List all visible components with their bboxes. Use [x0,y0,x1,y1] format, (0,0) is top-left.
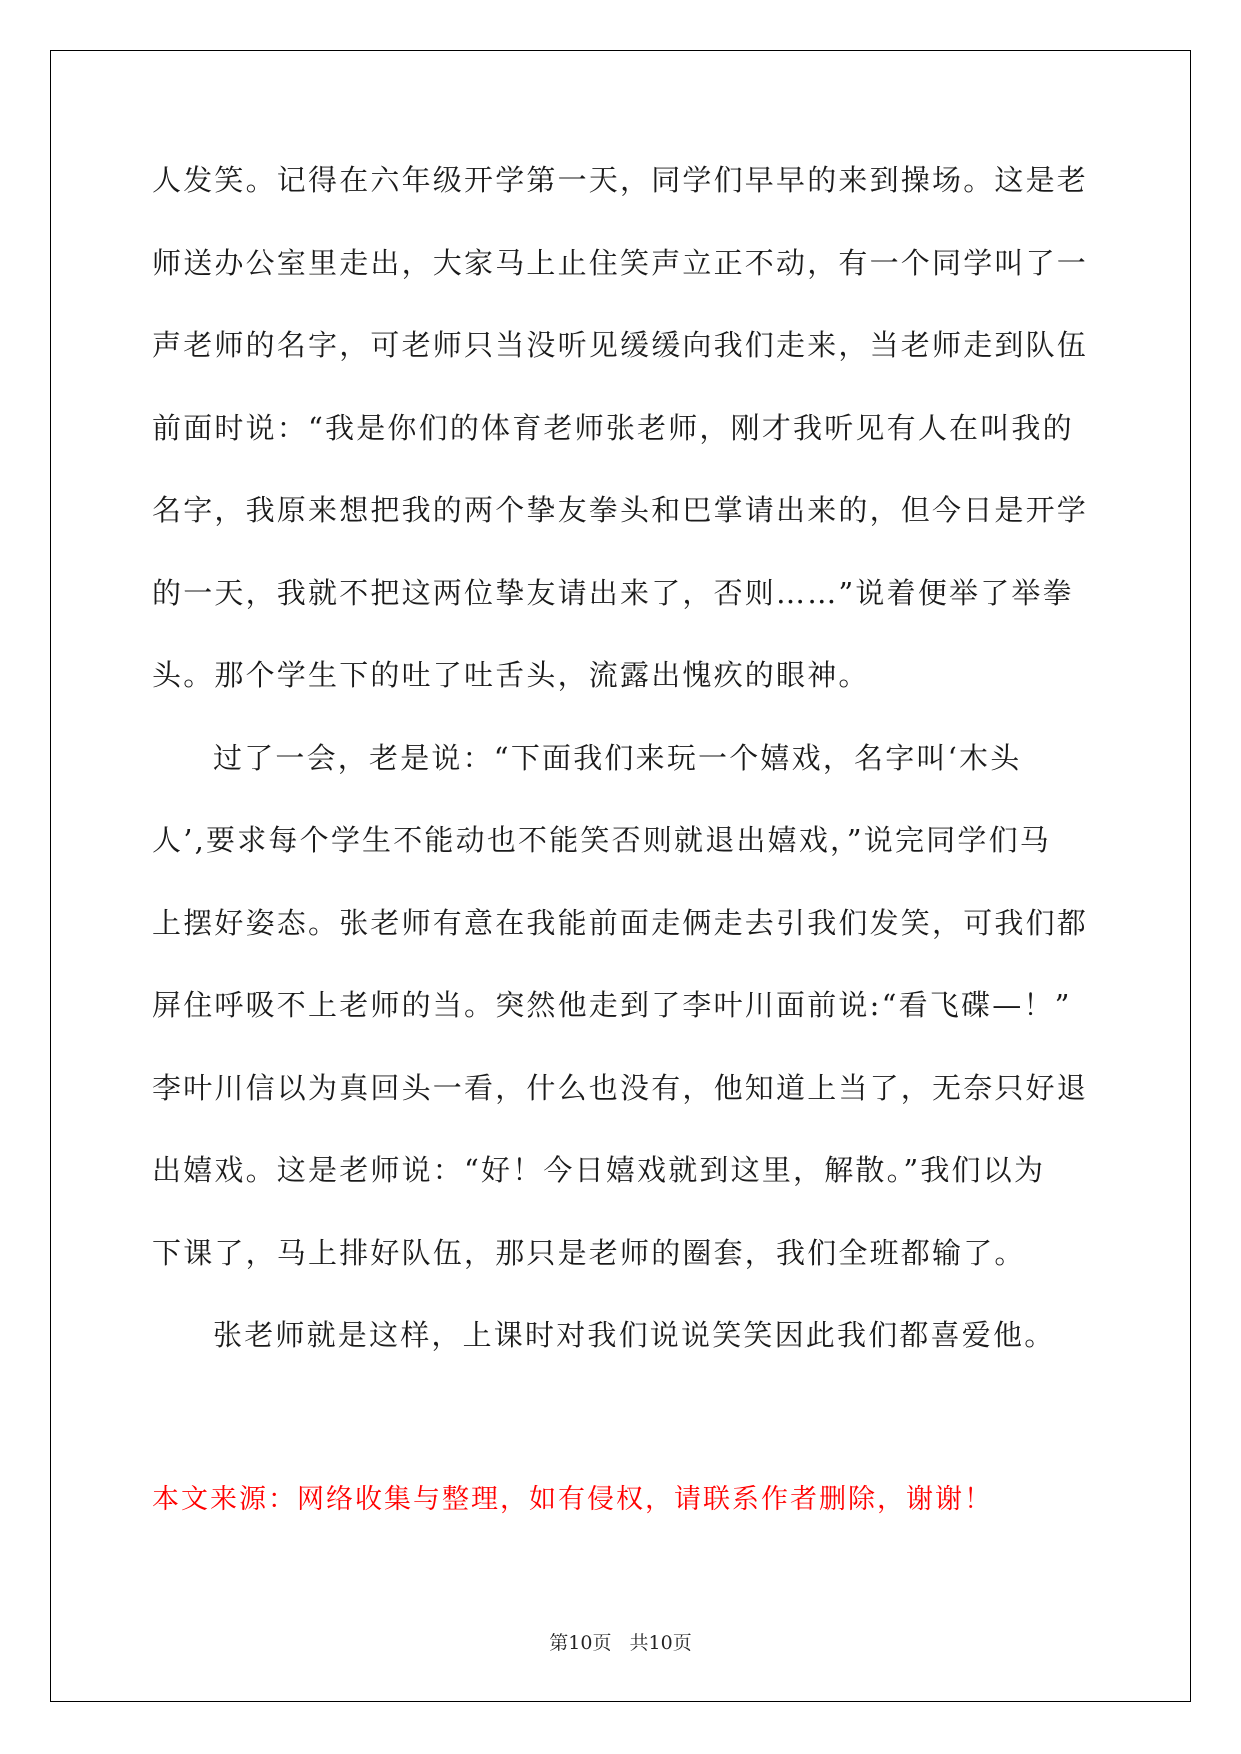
text-line: 下课了，马上排好队伍，那只是老师的圈套，我们全班都输了。 [152,1235,1026,1270]
document-body [152,160,1092,1520]
text-line: 李叶川信以为真回头一看，什么也没有，他知道上当了，无奈只好退 [152,1070,1089,1105]
text-line: 人发笑。记得在六年级开学第一天，同学们早早的来到操场。这是老 [152,163,1089,197]
source-note: 本文来源：网络收集与整理，如有侵权，请联系作者删除，谢谢！ [152,1484,993,1515]
page-number: 第10页 [549,1632,612,1654]
spacer [152,1398,1092,1481]
text-line: 上摆好姿态。张老师有意在我能前面走俩走去引我们发笑，可我们都 [152,905,1089,940]
page-footer [0,1628,1241,1655]
text-line: 头。那个学生下的吐了吐舌头，流露出愧疚的眼神。 [152,658,870,692]
text-line: 的一天，我就不把这两位挚友请出来了，否则……”说着便举了举拳 [152,575,1074,610]
text-line: 声老师的名字，可老师只当没听见缓缓向我们走来，当老师走到队伍 [152,328,1089,362]
text-line: 前面时说：“我是你们的体育老师张老师，刚才我听见有人在叫我的 [152,410,1074,445]
paragraph-start-line: 张老师就是这样，上课时对我们说说笑笑因此我们都喜爱他。 [213,1318,1056,1352]
text-line: 屏住呼吸不上老师的当。突然他走到了李叶川面前说:“看飞碟—！” [152,988,1072,1022]
text-line: 师送办公室里走出，大家马上止住笑声立正不动，有一个同学叫了一 [152,245,1089,280]
page-total: 共10页 [629,1632,692,1654]
text-line: 名字，我原来想把我的两个挚友拳头和巴掌请出来的，但今日是开学 [152,493,1089,527]
text-line: 出嬉戏。这是老师说：“好！今日嬉戏就到这里，解散。”我们以为 [152,1153,1046,1187]
text-line: 人’,要求每个学生不能动也不能笑否则就退出嬉戏，”说完同学们马 [152,823,1051,857]
paragraph-start-line: 过了一会，老是说：“下面我们来玩一个嬉戏，名字叫‘木头 [213,740,1022,775]
